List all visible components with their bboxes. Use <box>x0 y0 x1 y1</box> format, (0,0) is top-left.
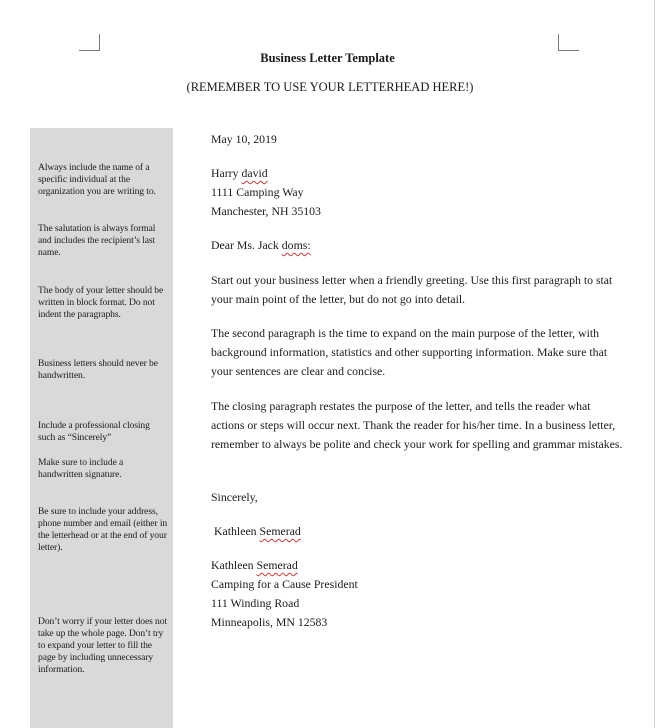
tip-salutation: The salutation is always formal and includes the recipient’s last name. <box>38 223 156 258</box>
sidebar-tips <box>30 128 173 728</box>
tip-contact-info: Be sure to include your address, phone number and email (either in the letterhead or at the end of your letter). <box>38 506 168 553</box>
spellcheck-flag: doms: <box>281 238 311 252</box>
spellcheck-flag: Semerad <box>256 558 298 572</box>
closing: Sincerely, <box>211 490 258 504</box>
letter-date: May 10, 2019 <box>211 132 277 146</box>
tip-length: Don’t worry if your letter does not take up the whole page. Don’t try to expand your letter to fill the page by including unnecessary information. <box>38 616 168 675</box>
signature: Kathleen Semerad <box>214 524 301 538</box>
recipient-name: Harry david <box>211 166 268 180</box>
crop-mark-left <box>79 34 100 51</box>
sender-name: Kathleen Semerad <box>211 558 298 572</box>
recipient-address <box>211 164 626 221</box>
sender-title: Camping for a Cause President <box>211 577 358 591</box>
spellcheck-flag: Semerad <box>259 524 301 538</box>
salutation: Dear Ms. Jack doms: <box>211 238 311 252</box>
document-title: Business Letter Template <box>260 51 395 65</box>
body-paragraph-1: Start out your business letter when a friendly greeting. Use this first paragraph to stat your main point of the letter, but do not go into detail. <box>211 273 613 306</box>
recipient-city: Manchester, NH 35103 <box>211 204 321 218</box>
tip-signature: Make sure to include a handwritten signature. <box>38 457 124 480</box>
recipient-street: 1111 Camping Way <box>211 185 304 199</box>
sender-city: Minneapolis, MN 12583 <box>211 615 328 629</box>
letterhead-reminder: (REMEMBER TO USE YOUR LETTERHEAD HERE!) <box>186 80 474 94</box>
crop-mark-right <box>558 34 579 51</box>
tip-handwritten: Business letters should never be handwritten. <box>38 358 158 381</box>
sender-block <box>211 556 626 632</box>
tip-block-format: The body of your letter should be written in block format. Do not indent the paragraphs. <box>38 285 164 320</box>
spellcheck-flag: david <box>241 166 268 180</box>
tip-recipient-name: Always include the name of a specific individual at the organization you are writing to. <box>38 162 156 197</box>
body-paragraph-2: The second paragraph is the time to expand on the main purpose of the letter, with background information, statistics and other supporting information. Make sure that your sentences are clear and concise. <box>211 326 608 378</box>
tip-closing: Include a professional closing such as “Sincerely” <box>38 420 150 443</box>
body-paragraph-3: The closing paragraph restates the purpose of the letter, and tells the reader what actions or steps will occur next. Thank the reader for his/her time. In a business letter, remember to always be polite and check your work for spelling and grammar mistakes. <box>211 399 623 451</box>
sender-street: 111 Winding Road <box>211 596 300 610</box>
